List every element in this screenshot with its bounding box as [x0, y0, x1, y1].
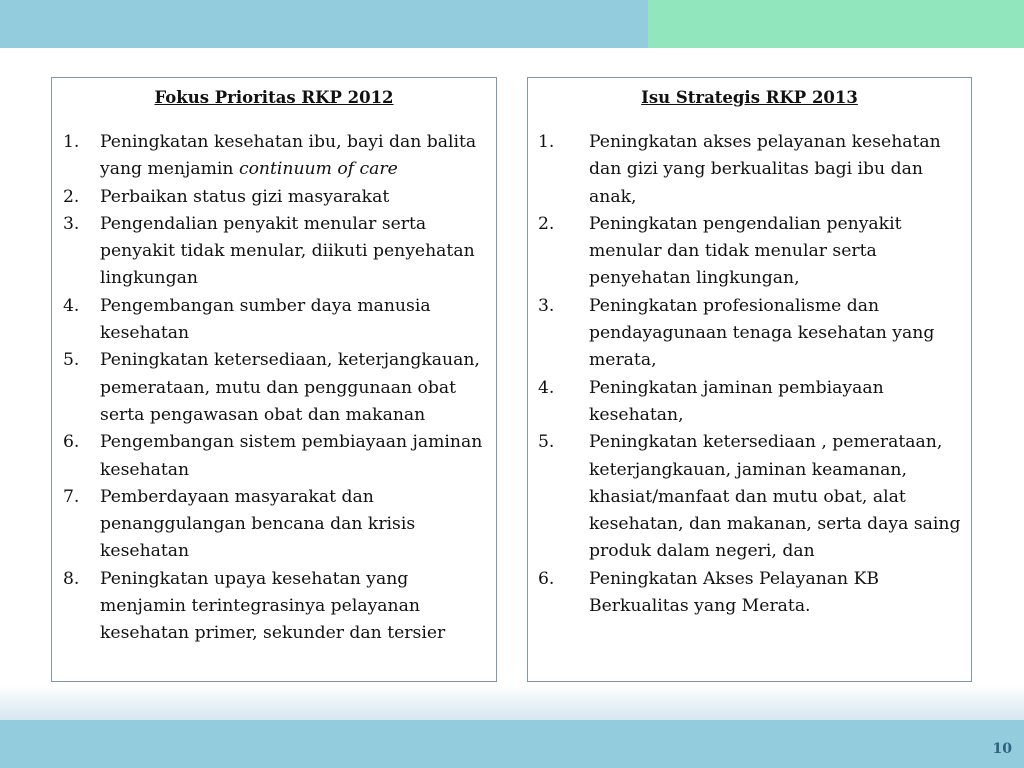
item-text: Peningkatan pengendalian penyakit menular dan tidak menular serta penyehatan lingkungan,: [589, 213, 902, 289]
item-number: 6.: [63, 432, 80, 453]
list-item: [528, 129, 971, 211]
item-text: Pengembangan sumber daya manusia kesehatan: [100, 295, 431, 344]
header-band-green: [648, 0, 1024, 48]
item-number: 1.: [63, 132, 80, 152]
item-text: Peningkatan akses pelayanan kesehatan dan gizi yang berkualitas bagi ibu dan anak,: [589, 132, 941, 207]
item-text: Peningkatan profesionalisme dan pendayagunaan tenaga kesehatan yang merata,: [589, 295, 935, 371]
list-item: [528, 211, 971, 293]
list-item: [528, 375, 971, 430]
list-item: [52, 129, 496, 184]
item-number: 4.: [538, 377, 555, 398]
list-item: [52, 347, 496, 429]
item-number: 2.: [538, 213, 555, 234]
item-number: 3.: [63, 213, 80, 234]
item-number: 6.: [538, 568, 555, 589]
item-text: Pengembangan sistem pembiayaan jaminan kesehatan: [100, 432, 483, 480]
item-text: Peningkatan jaminan pembiayaan kesehatan,: [589, 377, 884, 425]
priority-focus-list: [52, 129, 496, 648]
footer-fade: [0, 686, 1024, 720]
item-text: Peningkatan ketersediaan , pemerataan, keterjangkauan, jaminan keamanan, khasiat/manfaat dan mutu obat, alat kesehatan, dan makanan, serta daya saing produk dalam negeri, dan: [589, 432, 961, 562]
strategic-issues-title: Isu Strategis RKP 2013: [641, 88, 858, 107]
list-item: [52, 484, 496, 566]
item-number: 5.: [538, 432, 555, 453]
priority-focus-panel: [51, 77, 497, 682]
list-item: [528, 293, 971, 375]
item-emphasis: continuum of care: [238, 159, 398, 180]
item-number: 5.: [63, 350, 80, 371]
list-item: [52, 566, 496, 648]
item-text: Peningkatan kesehatan ibu, bayi dan balita yang menjamin: [100, 132, 477, 180]
list-item: [52, 293, 496, 348]
footer-band: [0, 720, 1024, 768]
item-text: Pemberdayaan masyarakat dan penanggulangan bencana dan krisis kesehatan: [100, 486, 416, 562]
item-text: Peningkatan Akses Pelayanan KB Berkualitas yang Merata.: [589, 568, 880, 617]
item-text: Perbaikan status gizi masyarakat: [100, 186, 390, 207]
item-text: Peningkatan upaya kesehatan yang menjamin terintegrasinya pelayanan kesehatan primer, sekunder dan tersier: [100, 568, 446, 644]
list-item: [528, 566, 971, 621]
item-text: Peningkatan ketersediaan, keterjangkauan, pemerataan, mutu dan penggunaan obat serta pengawasan obat dan makanan: [100, 350, 480, 425]
item-number: 2.: [63, 186, 80, 207]
item-number: 7.: [63, 486, 80, 507]
item-number: 4.: [63, 295, 80, 316]
list-item: [52, 184, 496, 211]
page-number: 10: [992, 741, 1012, 757]
header-band-blue: [0, 0, 648, 48]
list-item: [52, 211, 496, 293]
item-number: 8.: [63, 568, 80, 589]
list-item: [52, 429, 496, 484]
item-text: Pengendalian penyakit menular serta penyakit tidak menular, diikuti penyehatan lingkungan: [100, 213, 475, 289]
list-item: [528, 429, 971, 565]
strategic-issues-list: [528, 129, 971, 620]
priority-focus-title: Fokus Prioritas RKP 2012: [154, 88, 394, 107]
item-number: 1.: [538, 132, 555, 152]
item-number: 3.: [538, 295, 555, 316]
strategic-issues-panel: [527, 77, 972, 682]
